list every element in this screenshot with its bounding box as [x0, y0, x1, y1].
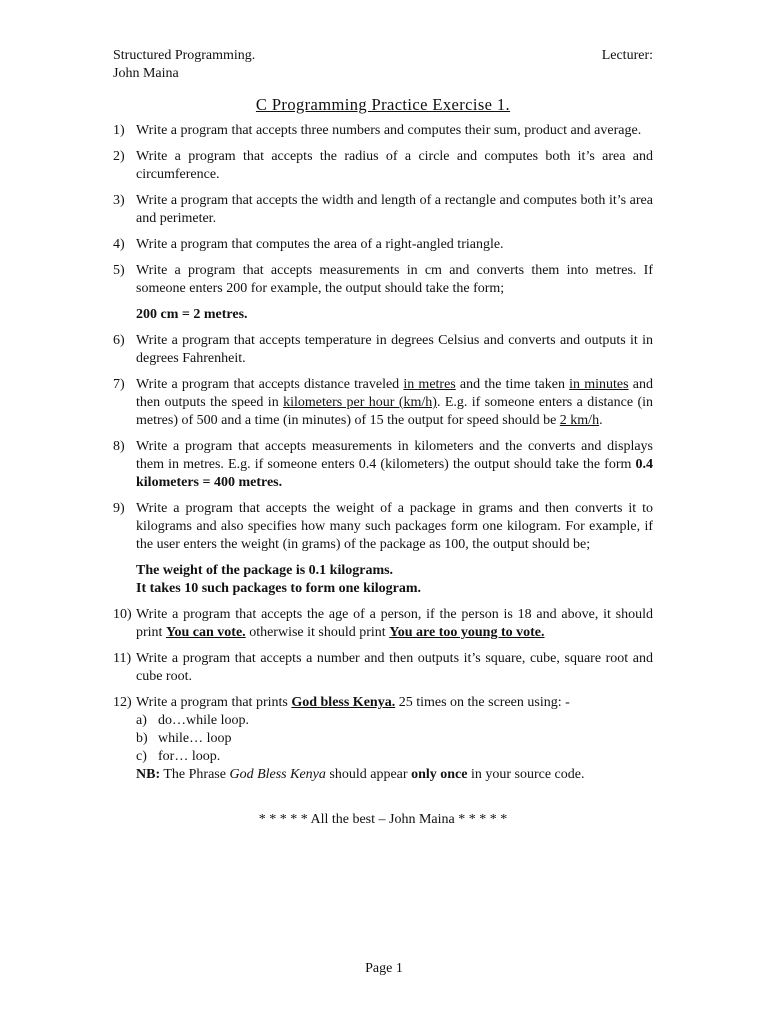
- sub-question: [136, 712, 653, 730]
- example-output: 0.4 kilometers = 400 metres.: [136, 457, 653, 490]
- question-text: and the time taken: [455, 377, 570, 392]
- sub-question-text: while… loop: [158, 731, 232, 746]
- underlined-phrase: 2 km/h: [559, 413, 600, 428]
- question-text: Write a program that accepts a number and then outputs it’s square, cube, square root and cube root.: [136, 651, 653, 684]
- nb-phrase: God Bless Kenya: [229, 767, 326, 782]
- page-number: Page 1: [365, 961, 403, 976]
- sub-question-list: [136, 712, 653, 766]
- question-text: Write a program that accepts distance traveled: [136, 377, 404, 392]
- question-text: Write a program that accepts the width and length of a rectangle and computes both it’s area and perimeter.: [136, 193, 653, 226]
- page-header: [113, 47, 653, 65]
- question-text: Write a program that accepts the radius of a circle and computes both it’s area and circumference.: [136, 149, 653, 182]
- example-output-line: The weight of the package is 0.1 kilograms.: [136, 563, 394, 578]
- nb-text: The Phrase: [160, 767, 230, 782]
- question-number: 2): [113, 149, 125, 164]
- question-text: and then outputs the speed in: [136, 377, 653, 410]
- question-text: Write a program that accepts three numbers and computes their sum, product and average.: [136, 123, 642, 138]
- question-text: otherwise it should print: [245, 625, 390, 640]
- example-output: [136, 562, 653, 598]
- underlined-phrase: in minutes: [569, 377, 629, 392]
- bold-underlined-phrase: You are too young to vote.: [389, 625, 545, 640]
- sub-question-text: do…while loop.: [158, 713, 249, 728]
- nb-text: in your source code.: [467, 767, 585, 782]
- bold-underlined-phrase: God bless Kenya.: [291, 695, 396, 710]
- question-text: Write a program that prints: [136, 695, 292, 710]
- question-9: [113, 500, 653, 598]
- question-number: 12): [113, 695, 132, 710]
- question-number: 11): [113, 651, 132, 666]
- nb-label: NB:: [136, 767, 161, 782]
- nb-emphasis: only once: [411, 767, 468, 782]
- question-number: 7): [113, 377, 125, 392]
- question-text: . E.g. if someone enters a distance (in metres) of 500 and a time (in minutes) of 15 the output for speed should be: [136, 395, 654, 428]
- sub-question-letter: a): [136, 713, 147, 728]
- question-number: 5): [113, 263, 125, 278]
- nb-note: [136, 766, 653, 784]
- question-number: 9): [113, 501, 125, 516]
- nb-text: should appear: [325, 767, 412, 782]
- sub-question-letter: b): [136, 731, 148, 746]
- question-text: .: [599, 413, 603, 428]
- question-number: 1): [113, 123, 125, 138]
- bold-underlined-phrase: You can vote.: [165, 625, 246, 640]
- example-output: 200 cm = 2 metres.: [136, 307, 248, 322]
- sub-question-text: for… loop.: [158, 749, 221, 764]
- sub-question: [136, 730, 653, 748]
- question-5: [113, 262, 653, 324]
- page-title: C Programming Practice Exercise 1.: [255, 95, 511, 114]
- question-6: [113, 332, 653, 368]
- underlined-phrase: in metres: [403, 377, 456, 392]
- question-text: 25 times on the screen using: -: [395, 695, 570, 710]
- question-list: [113, 122, 653, 784]
- question-2: [113, 148, 653, 184]
- question-number: 3): [113, 193, 125, 208]
- course-name: Structured Programming.: [113, 48, 256, 63]
- question-number: 8): [113, 439, 125, 454]
- question-text: Write a program that computes the area of a right-angled triangle.: [136, 237, 504, 252]
- question-8: [113, 438, 653, 492]
- question-number: 6): [113, 333, 125, 348]
- lecturer-name: John Maina: [113, 66, 179, 81]
- question-text: Write a program that accepts the age of a person, if the person is 18 and above, it should print: [136, 607, 653, 640]
- question-7: [113, 376, 653, 430]
- lecturer-label: Lecturer:: [601, 48, 653, 63]
- question-3: [113, 192, 653, 228]
- question-10: [113, 606, 653, 642]
- question-number: 4): [113, 237, 125, 252]
- question-11: [113, 650, 653, 686]
- question-12: [113, 694, 653, 784]
- question-number: 10): [113, 607, 132, 622]
- closing-note: * * * * * All the best – John Maina * * * * *: [258, 812, 508, 827]
- sub-question-letter: c): [136, 749, 147, 764]
- question-text: Write a program that accepts measurements in kilometers and the converts and displays them in metres. E.g. if someone enters 0.4 (kilometers) the output should take the form: [136, 439, 653, 472]
- question-1: [113, 122, 653, 140]
- question-4: [113, 236, 653, 254]
- sub-question: [136, 748, 653, 766]
- underlined-phrase: kilometers per hour (km/h): [283, 395, 437, 410]
- example-output-line: It takes 10 such packages to form one kilogram.: [136, 581, 422, 596]
- question-text: Write a program that accepts temperature in degrees Celsius and converts and outputs it in degrees Fahrenheit.: [136, 333, 653, 366]
- question-text: Write a program that accepts measurements in cm and converts them into metres. If someone enters 200 for example, the output should take the form;: [136, 263, 653, 296]
- question-text: Write a program that accepts the weight of a package in grams and then converts it to kilograms and also specifies how many such packages form one kilogram. For example, if the user enters the weight (in grams) of the package as 100, the output should be;: [136, 501, 653, 552]
